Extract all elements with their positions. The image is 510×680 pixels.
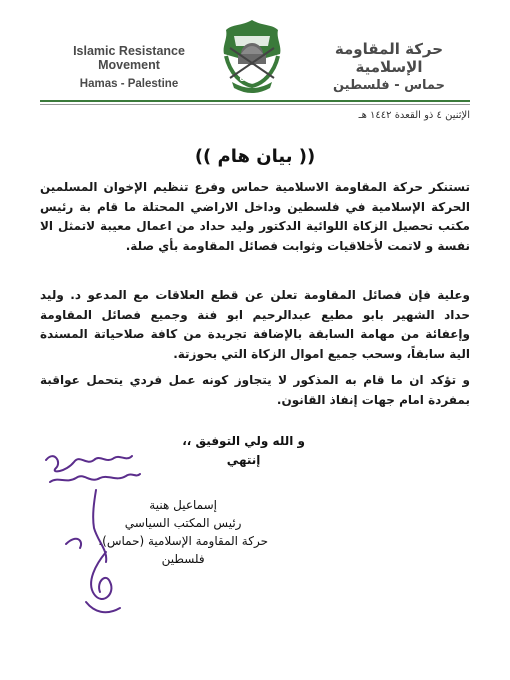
signer-place: فلسطين	[161, 552, 205, 566]
org-name-ar: حركة المقاومة الإسلامية	[334, 40, 444, 76]
emblem-text: حماس	[239, 72, 265, 81]
org-location-en: Hamas - Palestine	[79, 78, 179, 90]
closing-block	[182, 432, 305, 470]
header-english	[44, 44, 214, 90]
closing-line-1: و الله ولي التوفيق ،،	[182, 434, 305, 448]
paragraph-1: تستنكر حركة المقاومة الاسلامية حماس وفرع تنظيم الإخوان المسلمين الحركة الإسلامية في فلسطين وداخل الاراضي المحتلة ما قام بة رئيس مكتب تحصيل الزكاة اللوائية الدكتور وليد حداد من اعمال معيبة لاتمثل الا نفسة و لاتمت لأخلاقيات وثوابت فصائل المقاومة بأي صلة.	[40, 180, 470, 253]
org-location-ar: حماس - فلسطين	[332, 78, 446, 93]
signer-position: رئيس المكتب السياسي	[124, 516, 242, 530]
org-name-en: Islamic Resistance Movement	[73, 44, 185, 72]
signer-name: إسماعيل هنية	[149, 498, 217, 512]
statement-title: (( بيان هام ))	[194, 146, 316, 167]
header-divider-thin	[40, 104, 470, 105]
header-arabic	[304, 40, 474, 93]
handwritten-signature-icon	[36, 432, 166, 632]
hamas-emblem-icon	[212, 16, 292, 98]
paragraph-2: وعلية فإن فصائل المقاومة تعلن عن قطع العلاقات مع المدعو د. وليد حداد الشهير بابو مطيع عبدالرحيم ابو فنة وجميع فصائل المقاومة وإعفائة من مهامة السابقة بالإضافة تجريدة من كافة صلاحياتة المسندة الية سابقاً، وسحب جميع اموال الزكاة التي بحوزتة.	[40, 288, 470, 361]
closing-line-2: إنتهي	[226, 453, 261, 467]
statement-date: الإثنين ٤ ذو القعدة ١٤٤٢ هـ	[358, 110, 470, 121]
signer-organization: حركة المقاومة الإسلامية (حماس)،	[98, 534, 268, 548]
paragraph-3: و تؤكد ان ما قام به المذكور لا يتجاوز كونه عمل فردي يتحمل عواقبة بمفردة امام جهات إنفاذ القانون.	[40, 373, 470, 407]
header-divider	[40, 100, 470, 102]
